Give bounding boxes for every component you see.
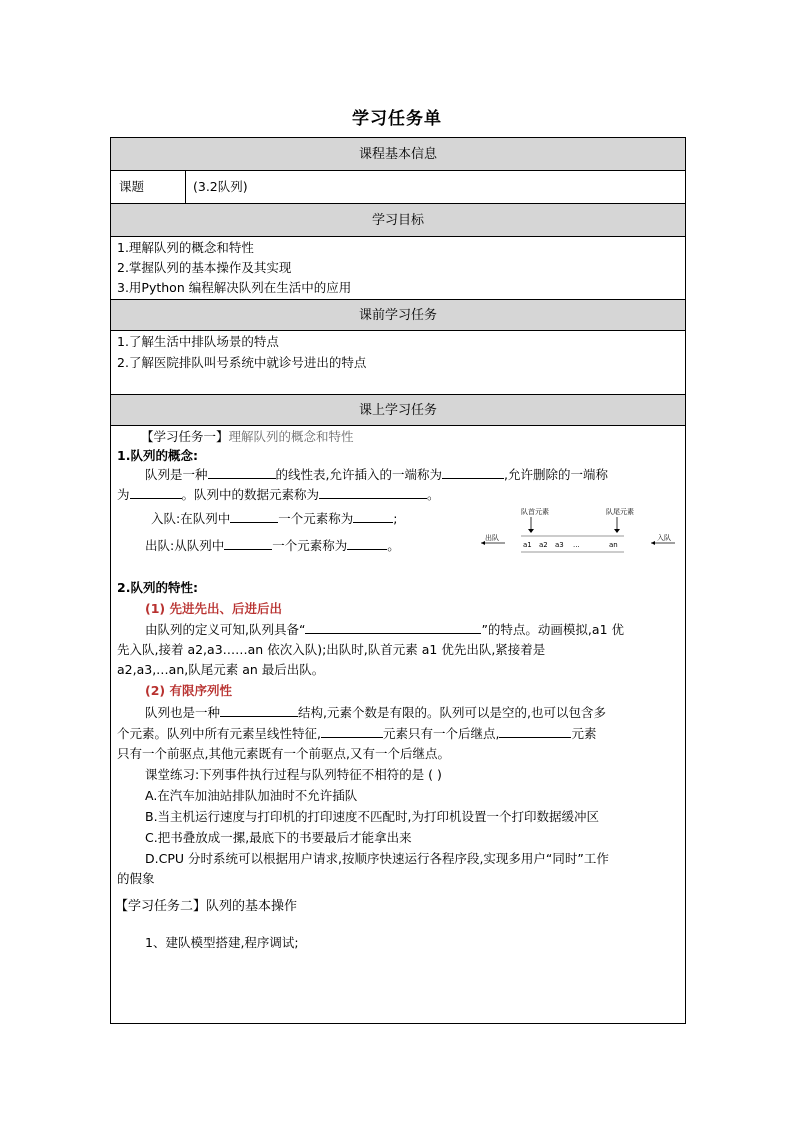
queue-element: a3 <box>555 541 564 549</box>
queue-diagram <box>479 506 679 558</box>
dequeue-text: 。 <box>387 538 400 553</box>
practice-option-b: B.当主机运行速度与打印机的打印速度不匹配时,为打印机设置一个打印数据缓冲区 <box>145 809 600 824</box>
practice-option-d-cont: 的假象 <box>117 871 155 886</box>
prop1-title: (1) 先进先出、后进后出 <box>145 601 282 616</box>
task1-bracket: 【学习任务一】 <box>141 429 229 444</box>
concept-text: ,允许删除的一端称 <box>504 467 608 482</box>
answer-blank[interactable] <box>305 621 481 634</box>
prop2-text: 结构,元素个数是有限的。队列可以是空的,也可以包含多 <box>298 705 606 720</box>
prop1-line-1 <box>145 621 624 639</box>
section-header-in-class: 课上学习任务 <box>111 394 685 426</box>
pre-task-item: 1.了解生活中排队场景的特点 <box>117 334 279 349</box>
answer-blank[interactable] <box>442 466 504 479</box>
answer-blank[interactable] <box>130 486 182 499</box>
section-header-pre-class: 课前学习任务 <box>111 299 685 331</box>
tail-arrowhead-icon <box>614 529 620 533</box>
prop2-text: 个元素。队列中所有元素呈线性特征, <box>117 726 321 741</box>
concept-text: 。队列中的数据元素称为 <box>181 487 320 502</box>
enqueue-text: 入队:在队列中 <box>151 511 231 526</box>
dequeue-text: 一个元素称为 <box>272 538 348 553</box>
prop2-title: (2) 有限序列性 <box>145 683 232 698</box>
concept-line-2 <box>117 486 440 504</box>
task1-heading <box>141 428 354 446</box>
objective-item: 1.理解队列的概念和特性 <box>117 240 254 255</box>
queue-element: an <box>609 541 618 549</box>
dequeue-text: 出队:从队列中 <box>145 538 225 553</box>
prop1-text: 由队列的定义可知,队列具备“ <box>145 622 306 637</box>
queue-element: a1 <box>523 541 532 549</box>
enqueue-label: 入队 <box>657 534 671 542</box>
concept-line-1 <box>145 466 608 484</box>
objective-item: 3.用Python 编程解决队列在生活中的应用 <box>117 280 352 295</box>
concept-text: 队列是一种 <box>145 467 208 482</box>
practice-option-d: D.CPU 分时系统可以根据用户请求,按顺序快速运行各程序段,实现多用户“同时”工作 <box>145 851 609 866</box>
dequeue-arrowhead-icon <box>481 541 485 545</box>
enqueue-line <box>151 510 397 528</box>
prop2-line-2 <box>117 725 596 743</box>
prop1-line-3: a2,a3,…an,队尾元素 an 最后出队。 <box>117 662 325 677</box>
concept-text: 。 <box>427 487 440 502</box>
practice-option-c: C.把书叠放成一摞,最底下的书要最后才能拿出来 <box>145 830 412 845</box>
answer-blank[interactable] <box>353 510 393 523</box>
answer-blank[interactable] <box>224 537 272 550</box>
answer-blank[interactable] <box>319 486 427 499</box>
practice-option-a: A.在汽车加油站排队加油时不允许插队 <box>145 788 358 803</box>
enqueue-text: ; <box>393 511 398 526</box>
answer-blank[interactable] <box>347 537 387 550</box>
objective-item: 2.掌握队列的基本操作及其实现 <box>117 260 292 275</box>
prop2-line-3: 只有一个前驱点,其他元素既有一个前驱点,又有一个后继点。 <box>117 746 450 761</box>
prop2-text: 元素只有一个后继点, <box>382 726 500 741</box>
props-heading: 2.队列的特性: <box>117 580 198 595</box>
head-arrowhead-icon <box>528 529 534 533</box>
concept-text: 为 <box>117 487 130 502</box>
prop2-text: 元素 <box>571 726 597 741</box>
dequeue-line <box>145 537 400 555</box>
queue-head-label: 队首元素 <box>521 508 549 516</box>
enqueue-text: 一个元素称为 <box>278 511 354 526</box>
topic-label: 课题 <box>119 179 145 194</box>
answer-blank[interactable] <box>499 725 571 738</box>
queue-element: ... <box>573 541 580 549</box>
dequeue-label: 出队 <box>485 534 499 542</box>
practice-question: 课堂练习:下列事件执行过程与队列特征不相符的是 ( ) <box>145 767 442 782</box>
task1-title: 理解队列的概念和特性 <box>228 429 354 444</box>
answer-blank[interactable] <box>230 510 278 523</box>
prop2-text: 队列也是一种 <box>145 705 221 720</box>
task-table <box>110 137 686 1024</box>
enqueue-arrowhead-icon <box>651 541 655 545</box>
task2-heading: 【学习任务二】队列的基本操作 <box>115 899 298 914</box>
queue-tail-label: 队尾元素 <box>606 508 634 516</box>
topic-divider <box>185 171 186 203</box>
answer-blank[interactable] <box>220 704 298 717</box>
section-header-basic-info: 课程基本信息 <box>111 138 685 171</box>
concept-text: 的线性表,允许插入的一端称为 <box>275 467 442 482</box>
concept-heading: 1.队列的概念: <box>117 448 198 463</box>
queue-element: a2 <box>539 541 548 549</box>
pre-task-item: 2.了解医院排队叫号系统中就诊号进出的特点 <box>117 355 367 370</box>
topic-value: (3.2队列) <box>193 179 248 194</box>
task2-step-1: 1、建队模型搭建,程序调试; <box>145 935 299 950</box>
section-header-objectives: 学习目标 <box>111 203 685 237</box>
prop1-text: ”的特点。动画模拟,a1 优 <box>481 622 624 637</box>
page-title: 学习任务单 <box>352 109 442 129</box>
answer-blank[interactable] <box>208 466 276 479</box>
prop1-line-2: 先入队,接着 a2,a3……an 依次入队);出队时,队首元素 a1 优先出队,紧接着是 <box>117 642 546 657</box>
answer-blank[interactable] <box>321 725 383 738</box>
prop2-line-1 <box>145 704 606 722</box>
